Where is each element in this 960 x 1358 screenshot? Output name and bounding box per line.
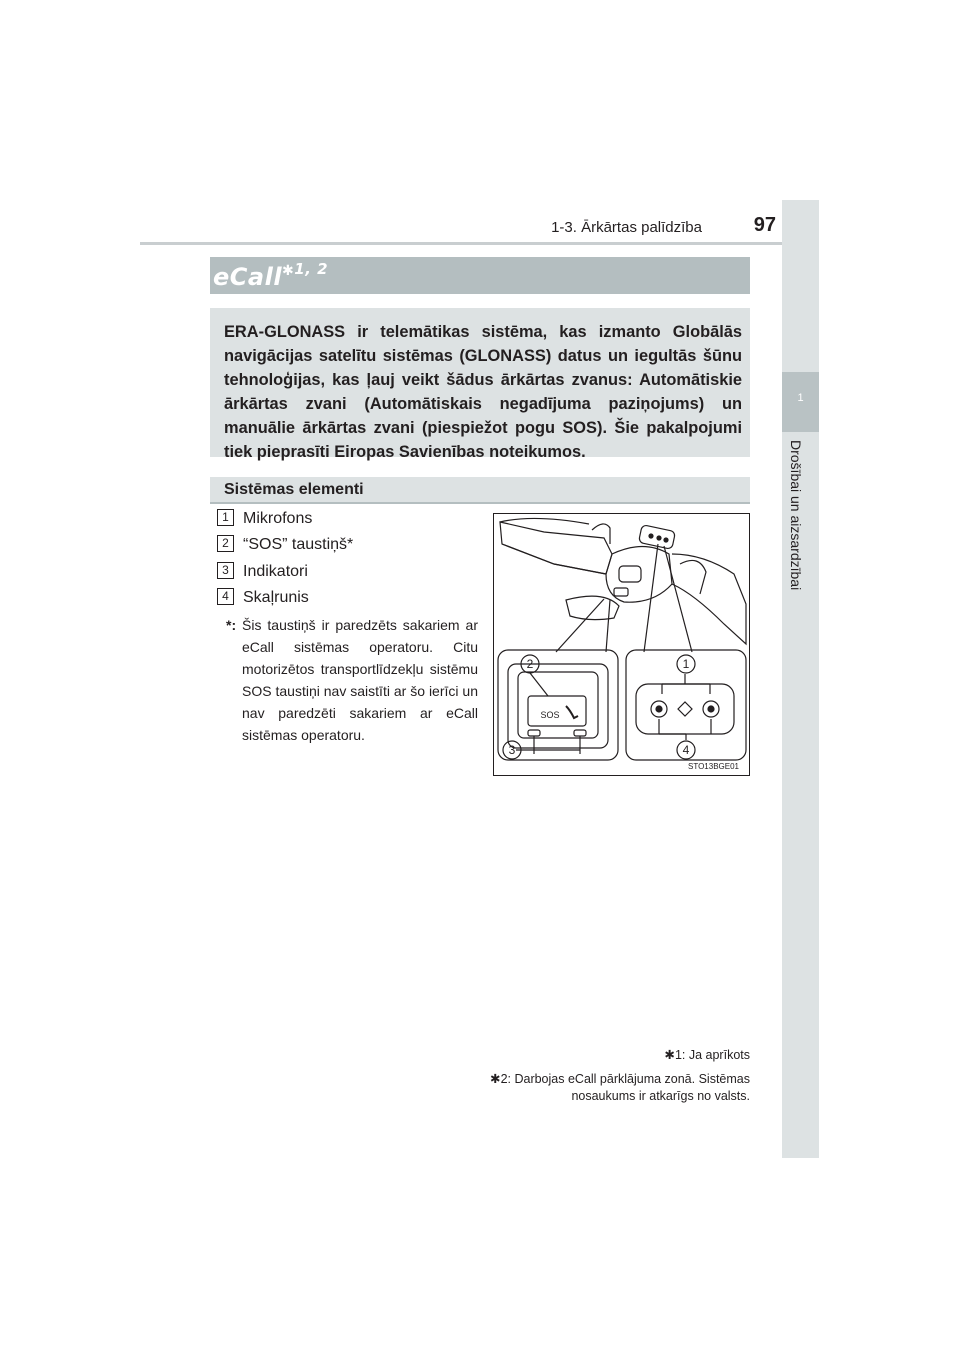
intro-box xyxy=(210,308,750,461)
figure-code: STO13BGE01 xyxy=(688,762,739,771)
bottom-note-2-line-2: nosaukums ir atkarīgs no valsts. xyxy=(571,1089,750,1103)
illustration-drawing xyxy=(494,514,749,775)
item-number-3: 3 xyxy=(217,562,234,579)
footnote-text: Šis taustiņš ir paredzēts sakariem ar eCall sistēmas operatoru. Citu motorizētos transportlīdzekļu sistēmu SOS taustiņi nav saistīti ar šo ierīci un nav paredzēti sakariem ar eCall sistēmas operatoru. xyxy=(242,617,478,743)
bottom-note-2-line-1: ✱2: Darbojas eCall pārklājuma zonā. Sistēmas xyxy=(490,1072,750,1086)
callout-1-label: 1 xyxy=(682,657,690,671)
title-main: eCall xyxy=(213,263,283,291)
item-label-4: Skaļrunis xyxy=(243,589,309,606)
chapter-title: Drošībai un aizsardzībai xyxy=(788,440,804,591)
footnote-marker: *: xyxy=(226,617,237,633)
indicator-left xyxy=(528,730,540,736)
header-rule xyxy=(140,242,818,245)
chapter-number: 1 xyxy=(797,392,804,404)
item-number-1: 1 xyxy=(217,509,234,526)
subsection-rule xyxy=(210,502,750,504)
item-number-4: 4 xyxy=(217,588,234,605)
system-components-illustration xyxy=(493,513,750,776)
footnote xyxy=(226,614,478,746)
callout-4-label: 4 xyxy=(682,743,690,757)
sun-visor-left xyxy=(592,524,610,544)
overhead-panel-left xyxy=(500,522,612,574)
intro-text: ERA-GLONASS ir telemātikas sistēma, kas izmanto Globālās navigācijas satelītu sistēmas (GLONASS) datus un iegultās šūnu tehnoloģijas, kas ļauj veikt šādus ārkārtas zvanus: Automātiskie ārkārtas zvani (Automātiskais negadījuma paziņojums) un manuālie ārkārtas zvani (piespiežot pogu SOS). Šie pakalpojumi tiek pieprasīti Eiropas Savienības noteikumos. xyxy=(224,323,742,461)
callout-3-label: 3 xyxy=(508,743,516,757)
section-title: 1-3. Ārkārtas palīdzība xyxy=(551,219,702,236)
roof-right xyxy=(672,554,746,644)
title-refs: 1, 2 xyxy=(294,260,329,278)
callout-2-label: 2 xyxy=(526,657,534,671)
title-marker: ✱ xyxy=(282,263,295,279)
item-number-2: 2 xyxy=(217,535,234,552)
page-title xyxy=(213,260,328,291)
console-switch xyxy=(619,566,641,582)
item-label-3: Indikatori xyxy=(243,563,308,580)
detail-panel-sos xyxy=(498,650,618,760)
page-number: 97 xyxy=(753,214,776,236)
overhead-console xyxy=(606,547,672,603)
indicator-right xyxy=(574,730,586,736)
item-label-2: “SOS” taustiņš* xyxy=(243,536,354,553)
microphone-icon xyxy=(678,702,692,716)
subsection-title: Sistēmas elementi xyxy=(224,481,364,498)
phone-icon xyxy=(566,706,578,718)
rearview-mirror-icon xyxy=(566,596,619,619)
bottom-note-1: ✱1: Ja aprīkots xyxy=(664,1048,750,1062)
console-button xyxy=(614,588,628,596)
chapter-side-tab xyxy=(782,200,819,1158)
sos-button-label: SOS xyxy=(540,710,560,720)
sun-visor-right xyxy=(680,560,706,594)
item-label-1: Mikrofons xyxy=(243,510,313,527)
